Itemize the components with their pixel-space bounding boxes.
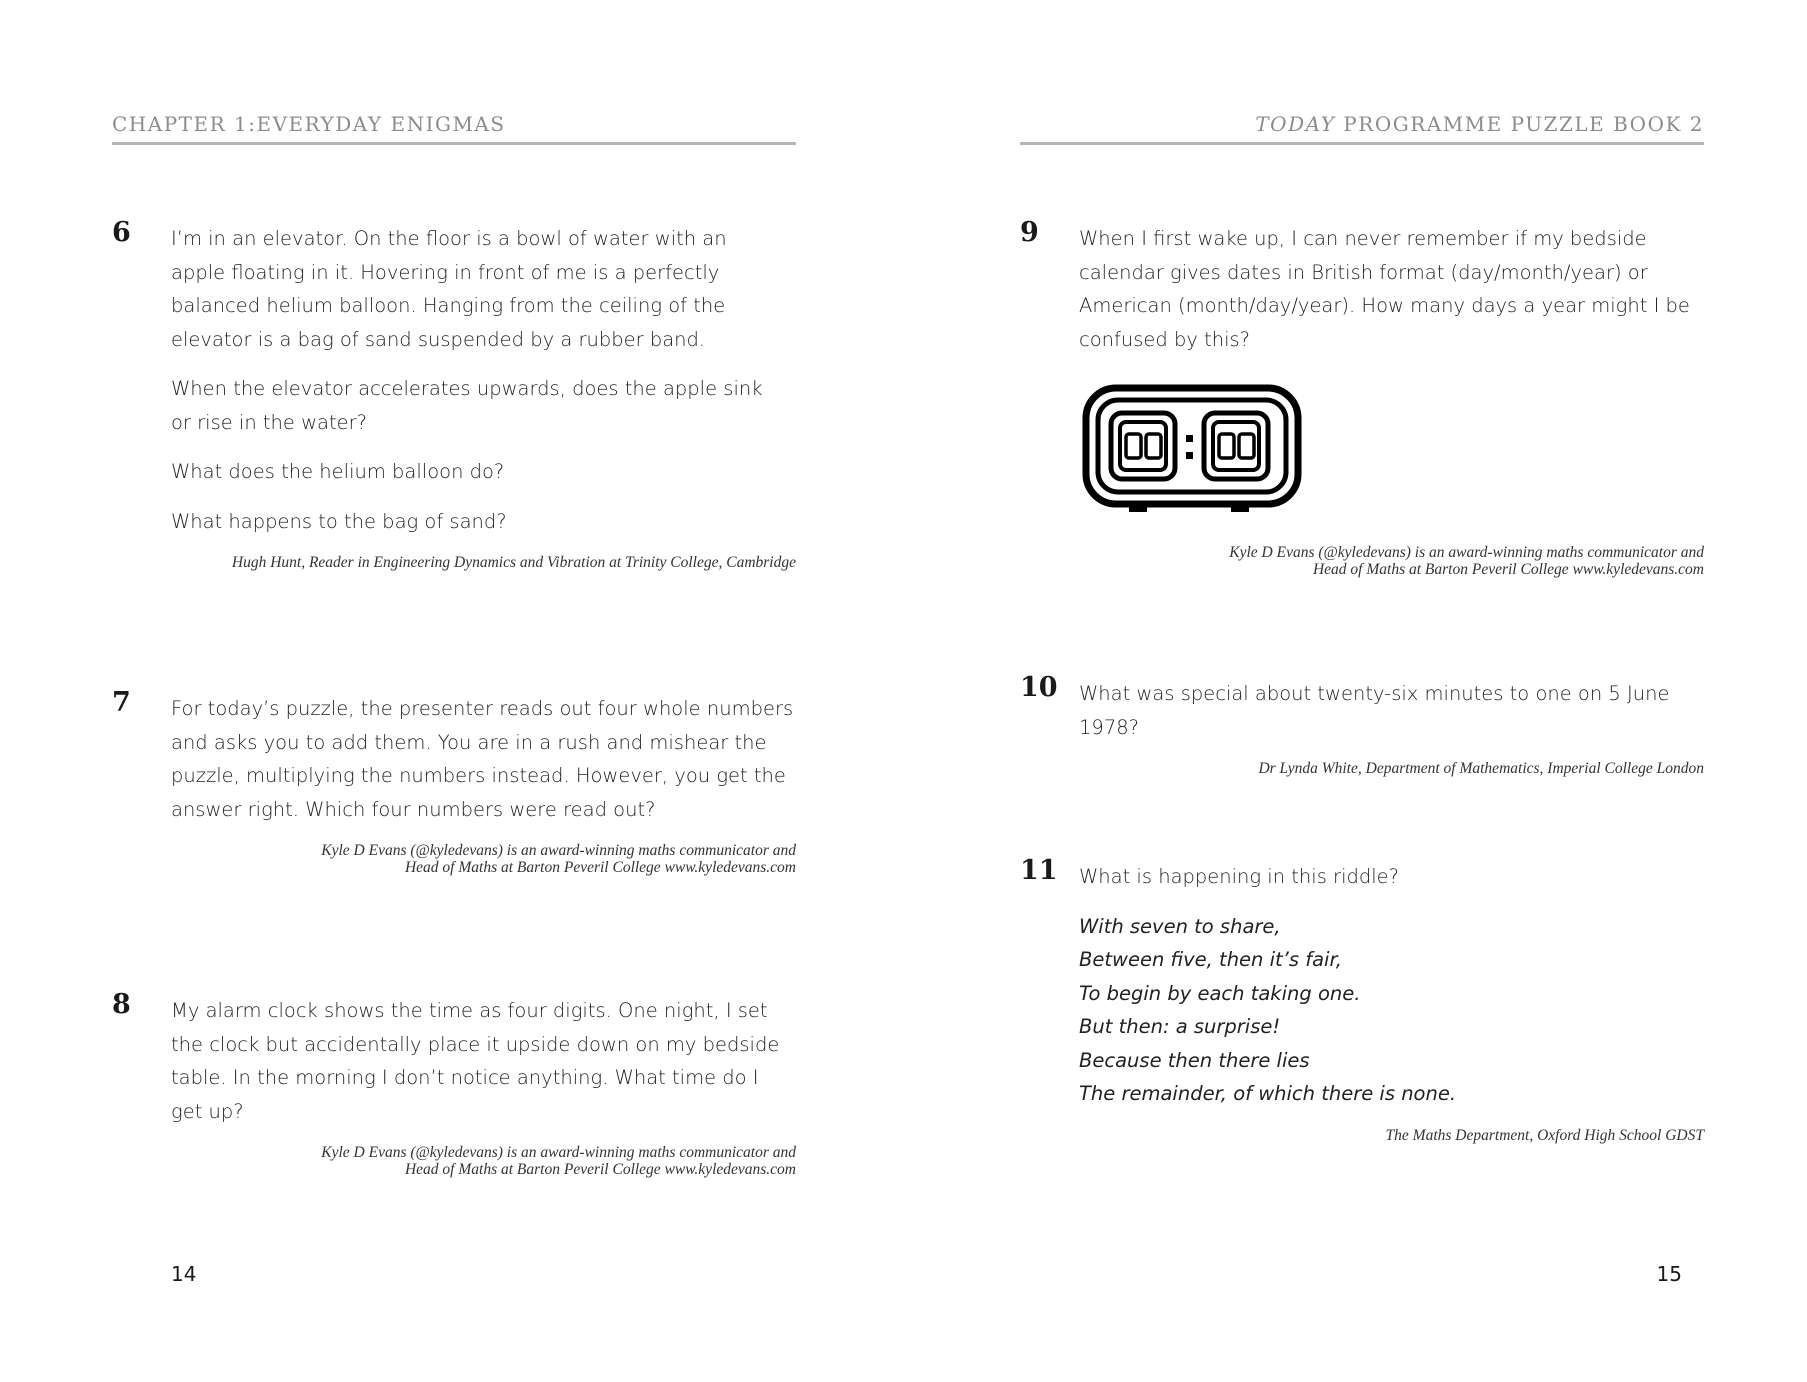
puzzle-text: When I first wake up, I can never remember if my bedside calendar gives dates in British format (day/month/year) or American (month/day/year). How many days a year might I be confused by this?: [1079, 227, 1690, 351]
puzzle-credit: [1079, 760, 1704, 777]
puzzle-number: 7: [112, 687, 131, 718]
puzzle-credit: [1079, 1127, 1704, 1144]
verse-line: Because then there lies: [1079, 1048, 1310, 1072]
verse-line: The remainder, of which there is none.: [1079, 1082, 1457, 1105]
puzzle-7: [112, 687, 796, 876]
puzzle-10: [1020, 672, 1704, 777]
puzzle-6: [112, 217, 796, 571]
page-number-right: 15: [1656, 1262, 1682, 1286]
puzzle-number: 10: [1020, 672, 1058, 703]
running-head-rest: PROGRAMME PUZZLE BOOK 2: [1335, 112, 1704, 136]
credit-line: Kyle D Evans (@kyledevans) is an award-winning maths communicator and: [321, 1144, 796, 1161]
puzzle-8: [112, 989, 796, 1178]
puzzle-text: When the elevator accelerates upwards, does the apple sink or rise in the water?: [171, 377, 763, 434]
puzzle-11: [1020, 855, 1704, 1144]
puzzle-text: I’m in an elevator. On the floor is a bowl of water with an apple floating in it. Hovering in front of me is a perfectly balanced helium balloon. Hanging from the ceiling of the elevator is a bag of sand suspended by a rubber band.: [171, 227, 727, 351]
puzzle-number: 9: [1020, 217, 1039, 248]
left-page: [112, 0, 796, 1382]
verse-line: To begin by each taking one.: [1079, 981, 1361, 1005]
puzzle-credit: [171, 1144, 796, 1178]
right-page: [1020, 0, 1704, 1382]
page-number-left: 14: [171, 1262, 197, 1286]
credit-line: Hugh Hunt, Reader in Engineering Dynamics and Vibration at Trinity College, Cambridge: [231, 554, 796, 571]
verse-line: With seven to share,: [1079, 914, 1281, 938]
riddle-verse: [1079, 910, 1704, 1111]
clock-colon-bottom: [1186, 452, 1193, 459]
credit-line: Kyle D Evans (@kyledevans) is an award-winning maths communicator and: [1229, 544, 1704, 561]
puzzle-credit: [1079, 544, 1704, 578]
running-head-right: [1020, 112, 1704, 145]
puzzle-text: What is happening in this riddle?: [1079, 865, 1400, 888]
puzzle-number: 6: [112, 217, 131, 248]
digital-alarm-clock-icon: [1079, 382, 1309, 522]
puzzle-text: What does the helium balloon do?: [171, 460, 505, 483]
verse-line: Between five, then it’s fair,: [1079, 948, 1342, 971]
running-head-italic: TODAY: [1255, 112, 1336, 136]
credit-line: Head of Maths at Barton Peveril College www.kyledevans.com: [404, 1161, 796, 1178]
verse-line: But then: a surprise!: [1079, 1015, 1281, 1038]
puzzle-credit: [171, 842, 796, 876]
puzzle-text: What was special about twenty-six minutes to one on 5 June 1978?: [1079, 682, 1670, 739]
credit-line: The Maths Department, Oxford High School GDST: [1385, 1126, 1704, 1144]
puzzle-number: 11: [1020, 855, 1058, 886]
puzzle-text: For today’s puzzle, the presenter reads out four whole numbers and asks you to add them. You are in a rush and mishear the puzzle, multiplying the numbers instead. However, you get the answer right. Which four numbers were read out?: [171, 697, 794, 821]
clock-colon-top: [1186, 435, 1193, 442]
credit-line: Head of Maths at Barton Peveril College www.kyledevans.com: [1312, 561, 1704, 578]
credit-line: Head of Maths at Barton Peveril College www.kyledevans.com: [404, 859, 796, 876]
puzzle-text: My alarm clock shows the time as four digits. One night, I set the clock but accidentally place it upside down on my bedside table. In the morning I don’t notice anything. What time do I get up?: [171, 999, 780, 1123]
puzzle-9: [1020, 217, 1704, 578]
credit-line: Dr Lynda White, Department of Mathematics, Imperial College London: [1258, 760, 1704, 777]
puzzle-text: What happens to the bag of sand?: [171, 509, 507, 533]
credit-line: Kyle D Evans (@kyledevans) is an award-winning maths communicator and: [321, 842, 796, 859]
alarm-clock-illustration: [1079, 382, 1309, 522]
running-head-left: CHAPTER 1:EVERYDAY ENIGMAS: [112, 112, 796, 145]
puzzle-credit: [171, 554, 796, 571]
puzzle-number: 8: [112, 989, 131, 1020]
